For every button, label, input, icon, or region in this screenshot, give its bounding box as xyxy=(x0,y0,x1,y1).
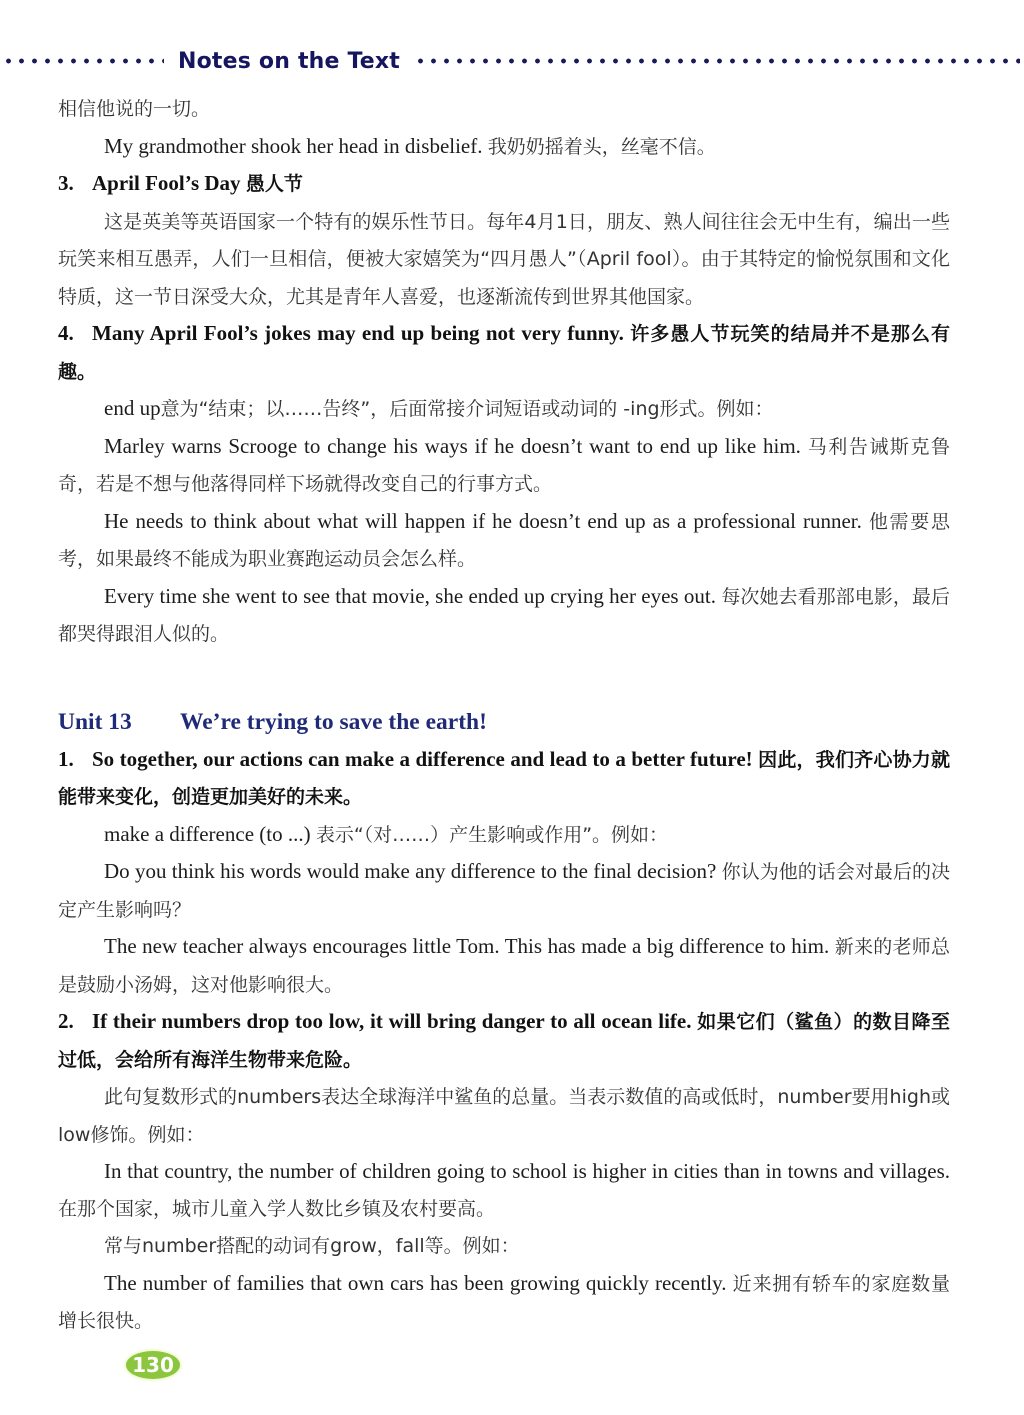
example-sentence: He needs to think about what will happen if he doesn’t end up as a professional runner. 他需要思考，如果最终不能成为职业赛跑运动员会怎么样。 xyxy=(58,508,950,570)
example-sentence: The number of families that own cars has been growing quickly recently. 近来拥有轿车的家庭数量增长很快。 xyxy=(58,1270,950,1332)
dotted-rule-left xyxy=(2,58,164,64)
example-sentence: Marley warns Scrooge to change his ways if he doesn’t want to end up like him. 马利告诫斯克鲁奇，若是不想与他落得同样下场就得改变自己的行事方式。 xyxy=(58,433,950,495)
example-en: My grandmother shook her head in disbelief. xyxy=(104,133,483,158)
example-zh: 我奶奶摇着头，丝毫不信。 xyxy=(487,135,716,158)
note-explanation: end up意为“结束；以……告终”，后面常接介词短语或动词的 -ing形式。例如： xyxy=(104,396,774,420)
example-sentence: Do you think his words would make any difference to the final decision? 你认为他的话会对最后的决定产生影响吗？ xyxy=(58,859,951,921)
header-title: Notes on the Text xyxy=(178,48,401,74)
note-heading-3: 3. April Fool’s Day 愚人节 xyxy=(58,171,303,195)
note-explanation: make a difference (to ...) 表示“（对……）产生影响或作用”。例如： xyxy=(104,821,669,846)
example-sentence: Every time she went to see that movie, she ended up crying her eyes out. 每次她去看那部电影，最后都哭得跟泪人似的。 xyxy=(58,583,950,645)
page-header xyxy=(0,44,1024,78)
dotted-rule-right xyxy=(414,58,1020,64)
note-heading-4: 4. Many April Fool’s jokes may end up being not very funny. 许多愚人节玩笑的结局并不是那么有趣。 xyxy=(58,321,951,383)
unit-title xyxy=(58,703,950,741)
note-explanation: 常与number搭配的动词有grow，fall等。例如： xyxy=(104,1235,520,1257)
note-heading-1: 1. So together, our actions can make a difference and lead to a better future! 因此，我们齐心协力就能带来变化，创造更加美好的未来。 xyxy=(58,746,951,808)
example-sentence: In that country, the number of children going to school is higher in cities than in towns and villages. 在那个国家，城市儿童入学人数比乡镇及农村要高。 xyxy=(58,1159,950,1220)
note-body: 这是英美等英语国家一个特有的娱乐性节日。每年4月1日，朋友、熟人间往往会无中生有，编出一些玩笑来相互愚弄，人们一旦相信，便被大家嬉笑为“四月愚人”（April fool）。由于其特定的愉悦氛围和文化特质，这一节日深受大众，尤其是青年人喜爱，也逐渐流传到世界其他国家。 xyxy=(58,210,950,308)
note-explanation: 此句复数形式的numbers表达全球海洋中鲨鱼的总量。当表示数值的高或低时，number要用high或low修饰。例如： xyxy=(58,1086,950,1146)
example-sentence: The new teacher always encourages little Tom. This has made a big difference to him. 新来的老师总是鼓励小汤姆，这对他影响很大。 xyxy=(58,934,950,996)
unit-number: Unit 13 xyxy=(58,708,132,735)
continued-text: 相信他说的一切。 xyxy=(58,98,211,120)
page-number-badge: 130 xyxy=(126,1351,180,1379)
note-heading-2: 2. If their numbers drop too low, it will bring danger to all ocean life. 如果它们（鲨鱼）的数目降至过低，会给所有海洋生物带来危险。 xyxy=(58,1009,950,1071)
page-content xyxy=(58,90,950,1340)
unit-name: We’re trying to save the earth! xyxy=(180,708,487,735)
example-sentence xyxy=(58,128,950,166)
